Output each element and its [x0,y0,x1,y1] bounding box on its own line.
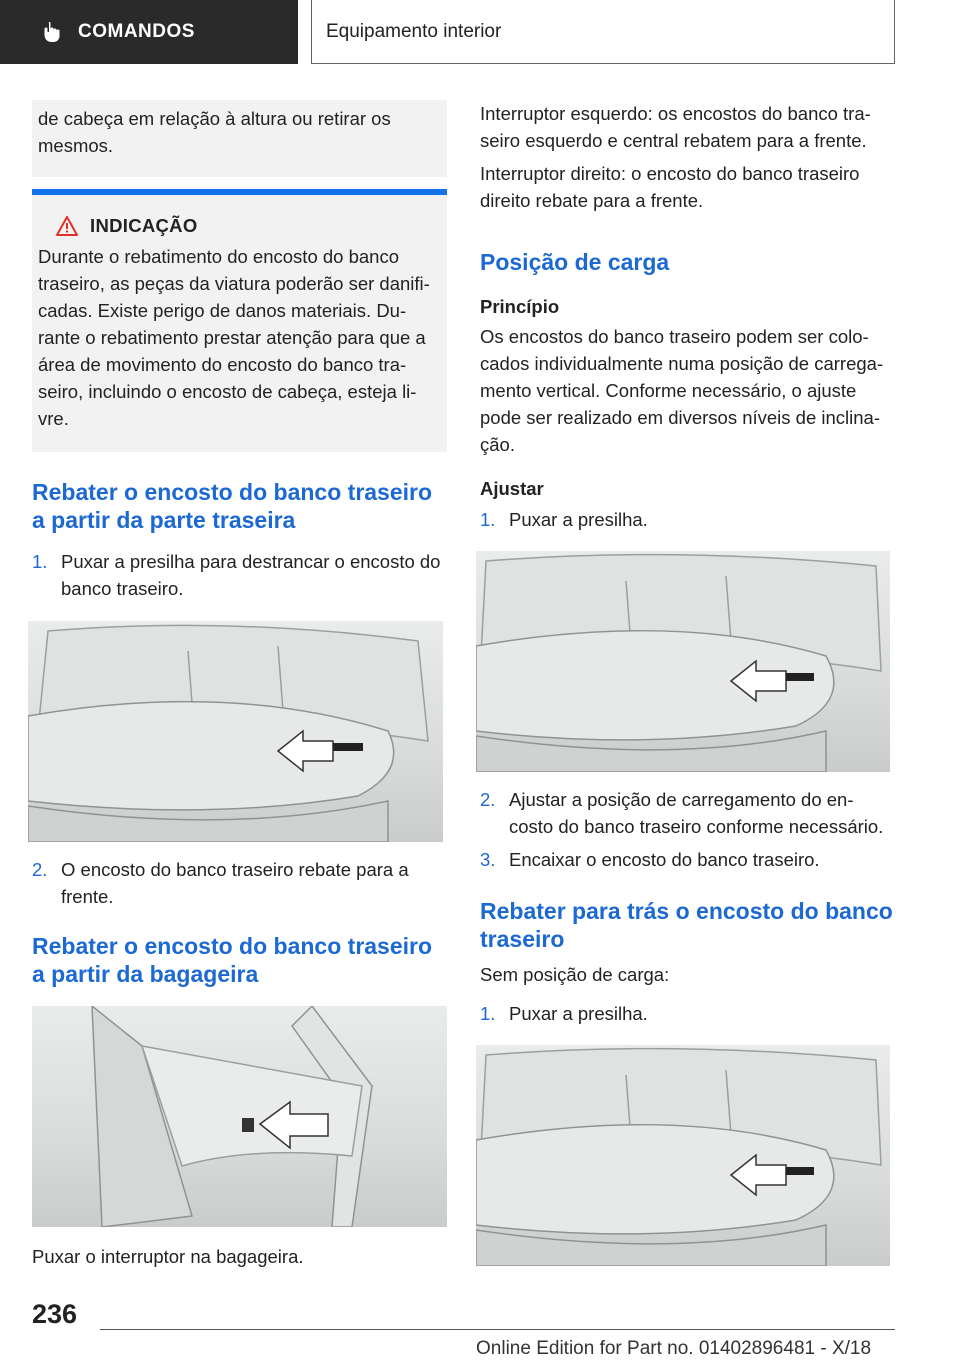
step-number: 1. [32,551,48,572]
section-tab [0,0,298,64]
list-item [480,846,894,873]
seat-drawing [476,551,890,772]
step-text: Encaixar o encosto do banco traseiro. [509,849,820,870]
page-number: 236 [32,1299,78,1329]
step-number: 2. [480,789,496,810]
step-text: O encosto do banco traseiro rebate para a frente. [61,859,409,907]
warning-header [56,215,437,237]
warning-triangle-icon [56,216,78,236]
heading-fold-back: Rebater para trás o encosto do banco traseiro [480,898,893,952]
list-item [480,786,894,840]
trunk-drawing [32,1006,447,1227]
left-switch-text: Interruptor esquerdo: os encostos do banco tra-seiro esquerdo e central rebatem para a frente. [480,103,871,151]
step-text: Puxar a presilha. [509,1003,648,1024]
warning-text: Durante o rebatimento do encosto do banco traseiro, as peças da viatura poderão ser danifi-cadas. Existe perigo de danos materiais. Du-rante o rebatimento prestar atenção para que a área de movimento do encosto do banco tra-seiro, incluindo o encosto de cabeça, esteja li-vre. [38,246,430,429]
list-item [32,548,447,602]
chapter-header [311,0,895,64]
left-column [32,100,447,1270]
seat-drawing [28,621,443,842]
intro-box [32,100,447,177]
step-text: Ajustar a posição de carregamento do en-costo do banco traseiro conforme necessário. [509,789,884,837]
edition-text: Online Edition for Part no. 01402896481 - X/18 [476,1338,872,1359]
list-item [480,506,894,533]
list-item [480,1000,894,1027]
heading-load-position: Posição de carga [480,249,670,275]
heading-fold-from-rear: Rebater o encosto do banco traseiro a partir da parte traseira [32,479,433,533]
right-switch-text: Interruptor direito: o encosto do banco traseiro direito rebate para a frente. [480,163,860,211]
step-number: 1. [480,1003,496,1024]
figure-caption: Puxar o interruptor na bagageira. [32,1246,304,1267]
step-number: 2. [32,859,48,880]
seat-drawing [476,1045,890,1266]
subheading-adjust: Ajustar [480,478,544,499]
warning-title: INDICAÇÃO [90,215,198,236]
footer-divider [100,1329,895,1330]
warning-box [32,189,447,452]
heading-fold-from-trunk: Rebater o encosto do banco traseiro a partir da bagageira [32,933,433,987]
hand-pointer-icon [40,20,64,44]
subheading-principle: Princípio [480,296,560,317]
step-text: Puxar a presilha. [509,509,648,530]
step-number: 3. [480,849,496,870]
rear-seat-illustration [28,621,443,842]
step-text: Puxar a presilha para destrancar o encosto do banco traseiro. [61,551,441,599]
principle-text: Os encostos do banco traseiro podem ser colo-cados individualmente numa posição de carrega-mento vertical. Conforme necessário, o ajuste pode ser realizado em diversos níveis de inclina-ção. [480,326,884,455]
adjust-seat-illustration [476,551,890,772]
section-label: COMANDOS [78,21,195,42]
list-item [32,856,447,910]
no-load-text: Sem posição de carga: [480,964,670,985]
trunk-illustration [32,1006,447,1227]
fold-back-seat-illustration [476,1045,890,1266]
chapter-title: Equipamento interior [326,20,502,42]
intro-text: de cabeça em relação à altura ou retirar os mesmos. [38,108,391,156]
step-number: 1. [480,509,496,530]
right-column [480,100,894,1266]
